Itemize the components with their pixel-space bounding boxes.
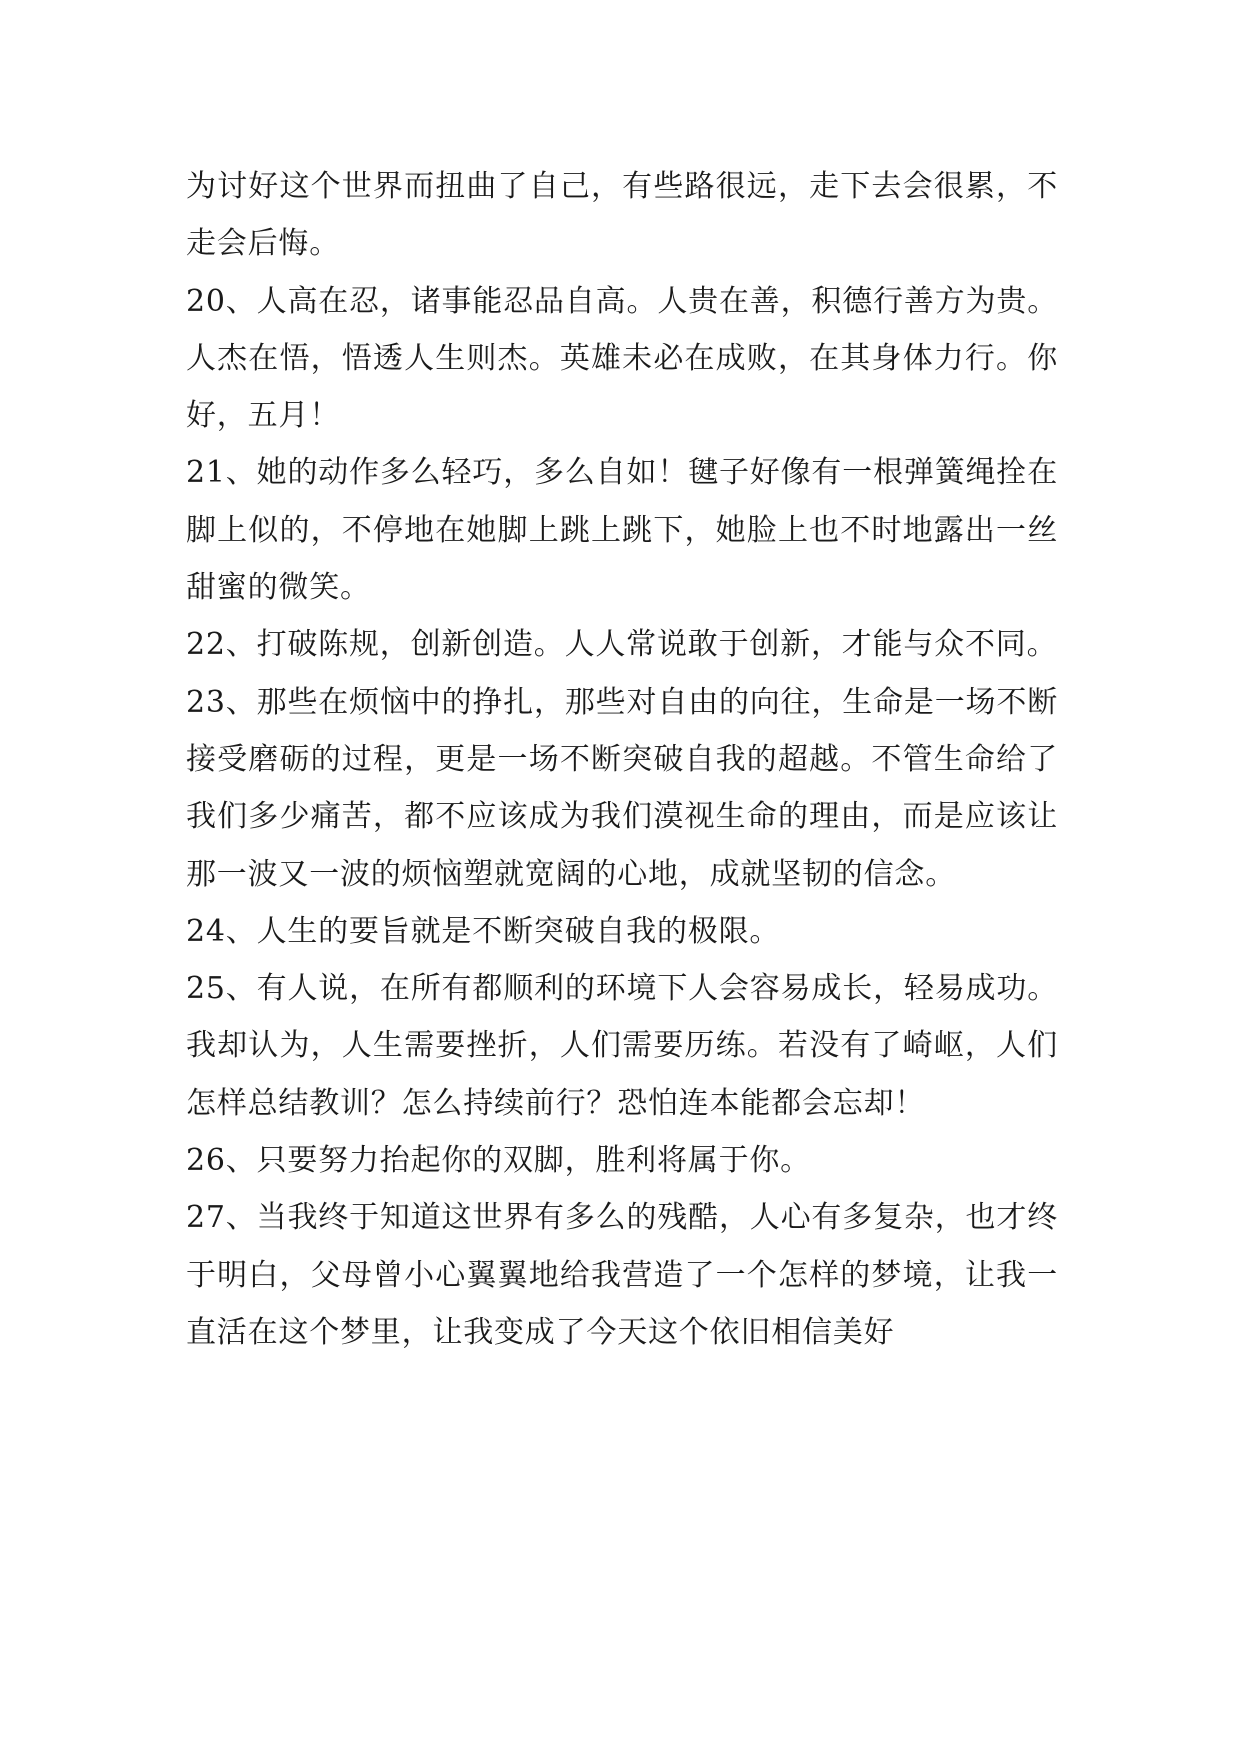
paragraph-27: 27、当我终于知道这世界有多么的残酷，人心有多复杂，也才终于明白，父母曾小心翼翼地给我营造了一个怎样的梦境，让我一直活在这个梦里，让我变成了今天这个依旧相信美好 bbox=[186, 1200, 1058, 1350]
paragraph-23: 23、那些在烦恼中的挣扎，那些对自由的向往，生命是一场不断接受磨砺的过程，更是一场不断突破自我的超越。不管生命给了我们多少痛苦，都不应该成为我们漠视生命的理由，而是应该让那一波又一波的烦恼塑就宽阔的心地，成就坚韧的信念。 bbox=[186, 684, 1058, 892]
paragraph-25: 25、有人说，在所有都顺利的环境下人会容易成长，轻易成功。我却认为，人生需要挫折，人们需要历练。若没有了崎岖，人们怎样总结教训？怎么持续前行？恐怕连本能都会忘却！ bbox=[186, 971, 1058, 1121]
paragraph-22: 22、打破陈规，创新创造。人人常说敢于创新，才能与众不同。 bbox=[186, 627, 1058, 663]
paragraph-20: 20、人高在忍，诸事能忍品自高。人贵在善，积德行善方为贵。人杰在悟，悟透人生则杰。英雄未必在成败，在其身体力行。你好，五月！ bbox=[186, 283, 1058, 434]
paragraph-continuation: 为讨好这个世界而扭曲了自己，有些路很远，走下去会很累，不走会后悔。 bbox=[186, 169, 1058, 262]
document-body bbox=[186, 158, 1058, 1361]
paragraph-21: 21、她的动作多么轻巧，多么自如！毽子好像有一根弹簧绳拴在脚上似的，不停地在她脚上跳上跳下，她脸上也不时地露出一丝甜蜜的微笑。 bbox=[186, 455, 1058, 606]
paragraph-26: 26、只要努力抬起你的双脚，胜利将属于你。 bbox=[186, 1143, 811, 1179]
paragraph-24: 24、人生的要旨就是不断突破自我的极限。 bbox=[186, 913, 781, 949]
